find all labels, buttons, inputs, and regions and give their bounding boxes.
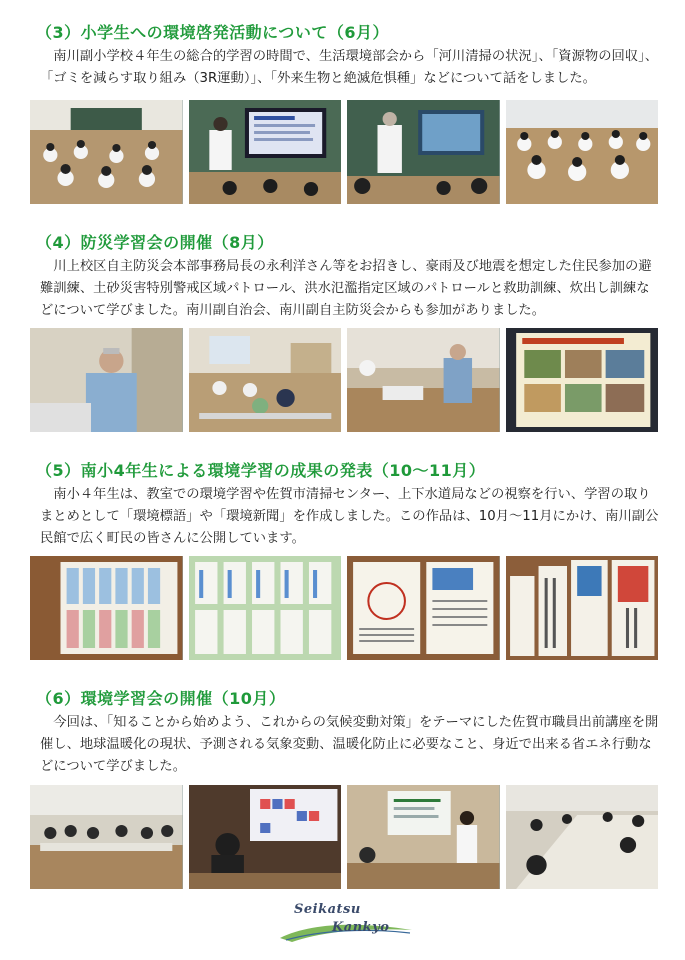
section-heading: （5）南小4年生による環境学習の成果の発表（10～11月） bbox=[36, 461, 486, 480]
photo-slide-presentation bbox=[506, 328, 659, 432]
photo-exhibit-wall-left bbox=[30, 556, 183, 660]
logo-text-seikatsu: Seikatsu bbox=[294, 902, 361, 917]
photo-exhibit-wall-right bbox=[506, 556, 659, 660]
photo-projector-table bbox=[347, 328, 500, 432]
photo-lecturer-standing bbox=[347, 785, 500, 889]
section-text: 南小４年生は、教室での環境学習や佐賀市清掃センター、上下水道局などの視察を行い、学習の取りまとめとして「環境標語」や「環境新聞」を作成しました。この作品は、10月～11月にかけ、南川副公民館で広く町民の皆さんに公開しています。 bbox=[40, 487, 659, 546]
section-text: 今回は、「知ることから始めよう、これからの気候変動対策」をテーマにした佐賀市職員出前講座を開催し、地球温暖化の現状、予測される気象変動、温暖化防止に必要なこと、身近で出来る省エネ行動などについて学びました。 bbox=[40, 715, 659, 774]
photo-row bbox=[30, 785, 658, 889]
photo-presenter-screen bbox=[189, 100, 342, 204]
photo-row bbox=[30, 328, 658, 432]
photo-environment-newspapers bbox=[347, 556, 500, 660]
photo-attendees-table bbox=[506, 785, 659, 889]
section-heading: （3）小学生への環境啓発活動について（6月） bbox=[36, 23, 389, 42]
section-heading: （6）環境学習会の開催（10月） bbox=[36, 689, 286, 708]
seikatsu-kankyo-logo bbox=[272, 900, 422, 950]
logo-text-kankyo: Kankyo bbox=[332, 920, 390, 935]
photo-exhibit-posters bbox=[189, 556, 342, 660]
photo-hall-participants bbox=[189, 328, 342, 432]
photo-speaker-microphone bbox=[30, 328, 183, 432]
section-text: 南川副小学校４年生の総合的学習の時間で、生活環境部会から「河川清掃の状況」、「資源物の回収」、「ゴミを減らす取り組み（3R運動）」、「外来生物と絶滅危惧種」などについて話をしました。 bbox=[40, 49, 659, 86]
photo-lecturer-screen bbox=[189, 785, 342, 889]
photo-classroom-wide bbox=[30, 100, 183, 204]
photo-row bbox=[30, 556, 658, 660]
section-text: 川上校区自主防災会本部事務局長の永利洋さん等をお招きし、豪雨及び地震を想定した住民参加の避難訓練、土砂災害特別警戒区域パトロール、洪水氾濫指定区域のパトロールと救助訓練、炊出し訓練などについて学びました。南川副自治会、南川副自主防災会からも参加がありました。 bbox=[40, 259, 652, 318]
photo-row bbox=[30, 100, 658, 204]
photo-presenter-monitor bbox=[347, 100, 500, 204]
section-heading: （4）防災学習会の開催（8月） bbox=[36, 233, 274, 252]
photo-meeting-room bbox=[30, 785, 183, 889]
photo-students-desks bbox=[506, 100, 659, 204]
